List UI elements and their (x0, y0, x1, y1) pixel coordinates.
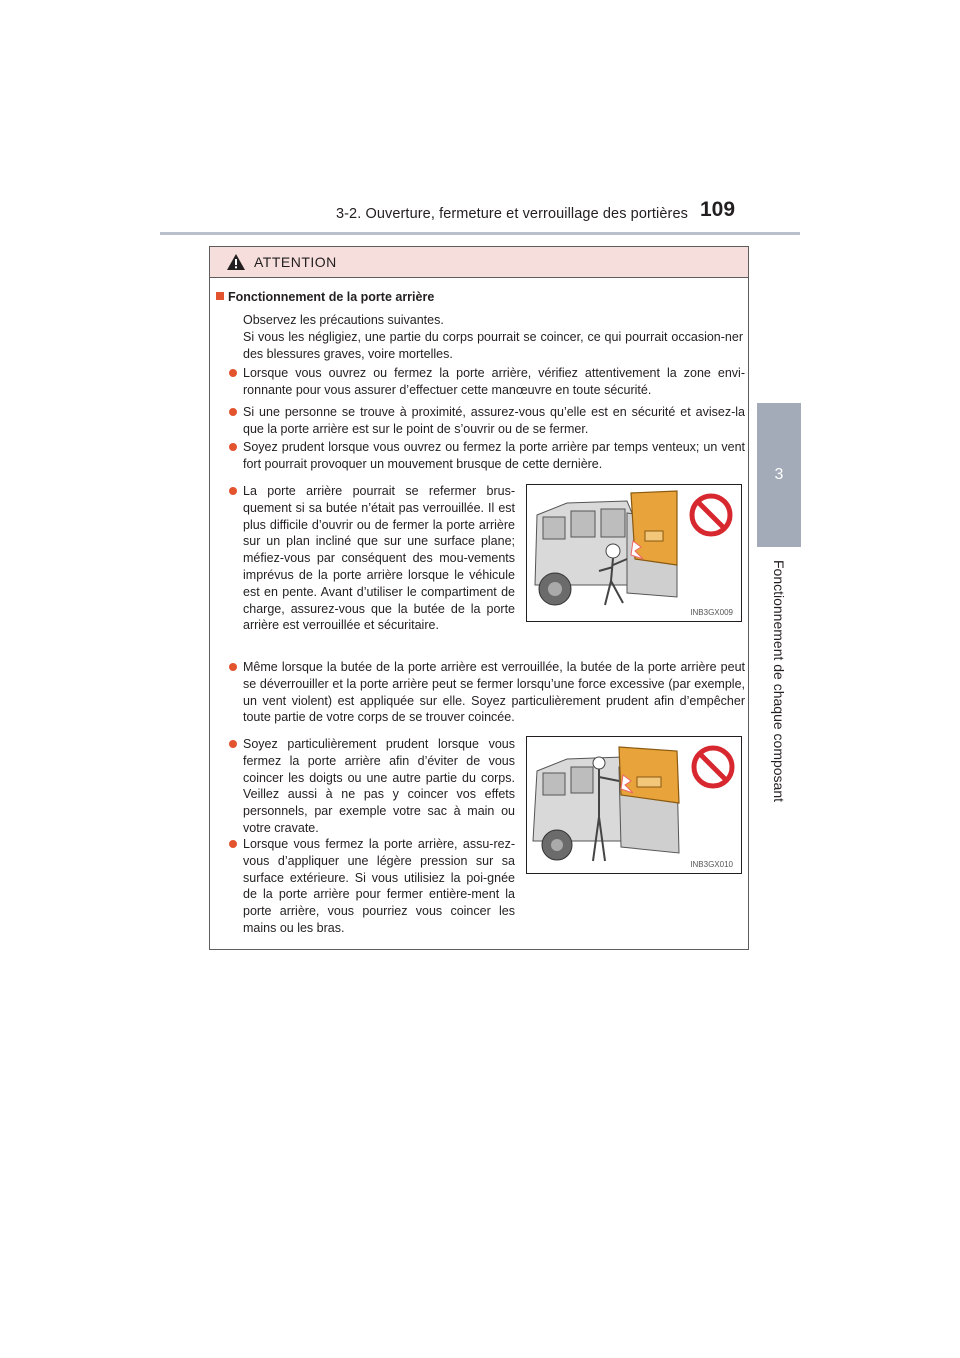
header-rule (160, 232, 800, 235)
bullet-item: Lorsque vous ouvrez ou fermez la porte arrière, vérifiez attentivement la zone envi-ronnante pour vous assurer d’effectuer cette manœuvre en toute sécurité. (228, 365, 745, 399)
bullet-item: Si une personne se trouve à proximité, assurez-vous qu’elle est en sécurité et avisez-la que la porte arrière est sur le point de s’ouvrir ou de se fermer. (228, 404, 745, 438)
warning-box (209, 246, 749, 950)
figure-code: INB3GX010 (690, 860, 733, 869)
section-heading: Fonctionnement de la porte arrière (216, 290, 434, 304)
warning-title: ATTENTION (254, 254, 337, 270)
chapter-side-label: Fonctionnement de chaque composant (771, 559, 787, 803)
chapter-tab: 3 (757, 403, 801, 547)
square-bullet-icon (216, 292, 224, 300)
intro-line-2: Si vous les négligiez, une partie du corps pourrait se coincer, ce qui pourrait occasion-ner des blessures graves, voire mortelles. (243, 330, 743, 361)
bullet-item: Soyez particulièrement prudent lorsque vous fermez la porte arrière afin d’éviter de vous coincer les doigts ou une autre partie du corps. Veillez aussi à ne pas y coincer vos effets personnels, par exemple votre sac à main ou votre cravate. (228, 736, 515, 837)
illustration-tailgate-closing (526, 736, 742, 874)
bullet-item: La porte arrière pourrait se refermer brus-quement si sa butée n’était pas verrouillée. Il est plus difficile d’ouvrir ou de fermer la porte arrière sur un plan incliné que sur une surface plane; méfiez-vous par conséquent des mou-vements imprévus de la porte arrière lorsque le véhicule est en pente. Avant d’utiliser le compartiment de charge, assurez-vous que la butée de la porte arrière est verrouillée et sécuritaire. (228, 483, 515, 634)
section-title: 3-2. Ouverture, fermeture et verrouillage des portières (335, 206, 688, 222)
bullet-item: Lorsque vous fermez la porte arrière, assu-rez-vous d’appliquer une légère pression sur sa surface extérieure. Si vous utilisiez la poi-gnée de la porte arrière pour fermer entière-ment la porte arrière, vous pourriez vous coincer les mains ou les bras. (228, 836, 515, 937)
intro-line-1: Observez les précautions suivantes. (243, 313, 444, 327)
bullet-item: Soyez prudent lorsque vous ouvrez ou fermez la porte arrière par temps venteux; un vent fort pourrait provoquer un mouvement brusque de cette dernière. (228, 439, 745, 473)
prohibited-icon (691, 745, 735, 789)
illustration-tailgate-slope (526, 484, 742, 622)
warning-header (210, 247, 748, 278)
figure-code: INB3GX009 (690, 608, 733, 617)
page-number: 109 (700, 198, 736, 221)
prohibited-icon (689, 493, 733, 537)
warning-triangle-icon (226, 253, 246, 271)
bullet-item: Même lorsque la butée de la porte arrière est verrouillée, la butée de la porte arrière peut se déverrouiller et la porte arrière peut se fermer lorsqu’une force excessive (par exemple, un vent violent) est appliquée sur elle. Soyez particulièrement prudent afin d’empêcher toute partie de votre corps de se trouver coincée. (228, 659, 745, 726)
